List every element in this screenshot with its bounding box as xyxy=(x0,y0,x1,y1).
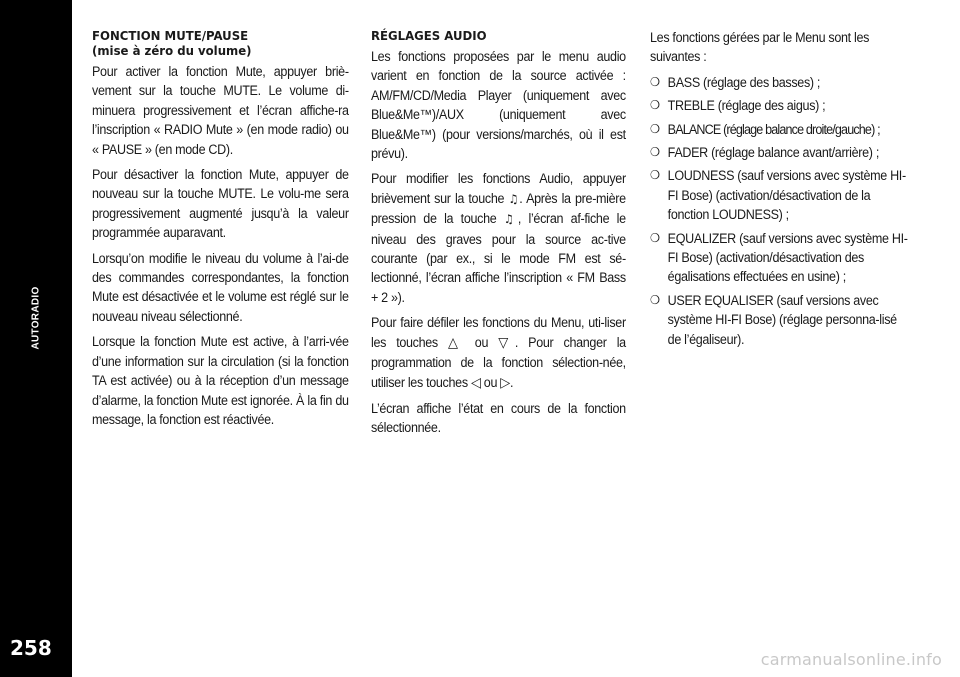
paragraph-volume-change: Lorsqu’on modifie le niveau du volume à l’ai-de des commandes correspondantes, la fonction Mute est désactivée et le volume est réglé sur le nouveau niveau sélectionné. xyxy=(92,250,349,324)
circle-bullet-icon: ❍ xyxy=(650,74,660,89)
triangle-right-outline-icon: ▷ xyxy=(500,374,510,391)
triangle-up-outline-icon: △ xyxy=(448,334,465,351)
heading-audio-settings: RÉGLAGES AUDIO xyxy=(371,28,487,43)
circle-bullet-icon: ❍ xyxy=(650,121,660,136)
column-audio-settings xyxy=(371,28,626,444)
column-mute-pause xyxy=(92,28,349,435)
list-item: ❍ USER EQUALISER (sauf versions avec système HI-FI Bose) (réglage personna-lisé de l’égaliseur). xyxy=(650,292,897,347)
paragraph-display-state: L’écran affiche l’état en cours de la fonction sélectionnée. xyxy=(371,400,626,436)
circle-bullet-icon: ❍ xyxy=(650,98,660,113)
music-note-icon: ♫ xyxy=(508,191,520,206)
list-item: ❍ TREBLE (réglage des aigus) ; xyxy=(650,96,908,115)
triangle-left-outline-icon: ◁ xyxy=(470,374,481,391)
heading-mute-pause xyxy=(92,28,349,58)
paragraph-audio-sources: Les fonctions proposées par le menu audio varient en fonction de la source activée : AM/FM/CD/Media Player (uniquement avec Blue&Me™)/AUX (uniquement avec Blue&Me™) (pour versions/marchés, où il est prévu). xyxy=(371,49,626,162)
list-item: ❍ BALANCE (réglage balance droite/gauche) ; xyxy=(650,120,908,139)
page-number: 258 xyxy=(10,636,52,660)
watermark: carmanualsonline.info xyxy=(760,650,942,669)
circle-bullet-icon: ❍ xyxy=(650,292,660,307)
column-menu-functions xyxy=(650,28,908,353)
heading-line-1: FONCTION MUTE/PAUSE xyxy=(92,28,249,43)
section-label: AUTORADIO xyxy=(30,286,42,350)
circle-bullet-icon: ❍ xyxy=(650,230,660,245)
paragraph-deactivate-mute: Pour désactiver la fonction Mute, appuyer de nouveau sur la touche MUTE. Le volu-me sera progressivement augmenté jusqu’à la valeur programmée auparavant. xyxy=(92,167,349,241)
music-note-icon: ♫ xyxy=(503,212,518,227)
circle-bullet-icon: ❍ xyxy=(650,145,660,160)
paragraph-menu-intro: Les fonctions gérées par le Menu sont les suivantes : xyxy=(650,30,870,65)
paragraph-mute-override: Lorsque la fonction Mute est active, à l’arri-vée d’une information sur la circulation (si la fonction TA est activée) ou à la réception d’un message d’alarme, la fonction Mute est ignorée. À la fin du message, la fonction est réactivée. xyxy=(92,334,349,427)
list-item: ❍ FADER (réglage balance avant/arrière) ; xyxy=(650,143,908,162)
list-item: ❍ LOUDNESS (sauf versions avec système HI-FI Bose) (activation/désactivation de la fonction LOUDNESS) ; xyxy=(650,168,906,223)
list-item: ❍ EQUALIZER (sauf versions avec système HI-FI Bose) (activation/désactivation des égalisations effectuées en usine) ; xyxy=(650,230,908,285)
paragraph-activate-mute: Pour activer la fonction Mute, appuyer briè-vement sur la touche MUTE. Le volume di-minuera progressivement et l’écran affiche-ra l’inscription « RADIO Mute » (en mode radio) ou « PAUSE » (en mode CD). xyxy=(92,64,349,157)
circle-bullet-icon: ❍ xyxy=(650,168,660,183)
heading-line-2: (mise à zéro du volume) xyxy=(92,43,252,58)
list-item: ❍ BASS (réglage des basses) ; xyxy=(650,73,908,92)
paragraph-menu-navigation: Pour faire défiler les fonctions du Menu, uti-liser les touches △ ou ▽. Pour changer la programmation de la fonction sélection-née, utiliser les touches ◁ ou ▷. xyxy=(371,315,626,391)
section-tab xyxy=(0,0,72,677)
menu-function-list xyxy=(650,73,908,349)
triangle-down-outline-icon: ▽ xyxy=(498,334,515,351)
paragraph-audio-key: Pour modifier les fonctions Audio, appuyer brièvement sur la touche ♫. Après la pre-mière pression de la touche ♫, l’écran af-fiche le niveau des graves pour la source ac-tive courante (par ex., si le mode FM est sé-lectionné, l’écran affiche l’inscription « FM Bass + 2 »). xyxy=(371,171,626,305)
